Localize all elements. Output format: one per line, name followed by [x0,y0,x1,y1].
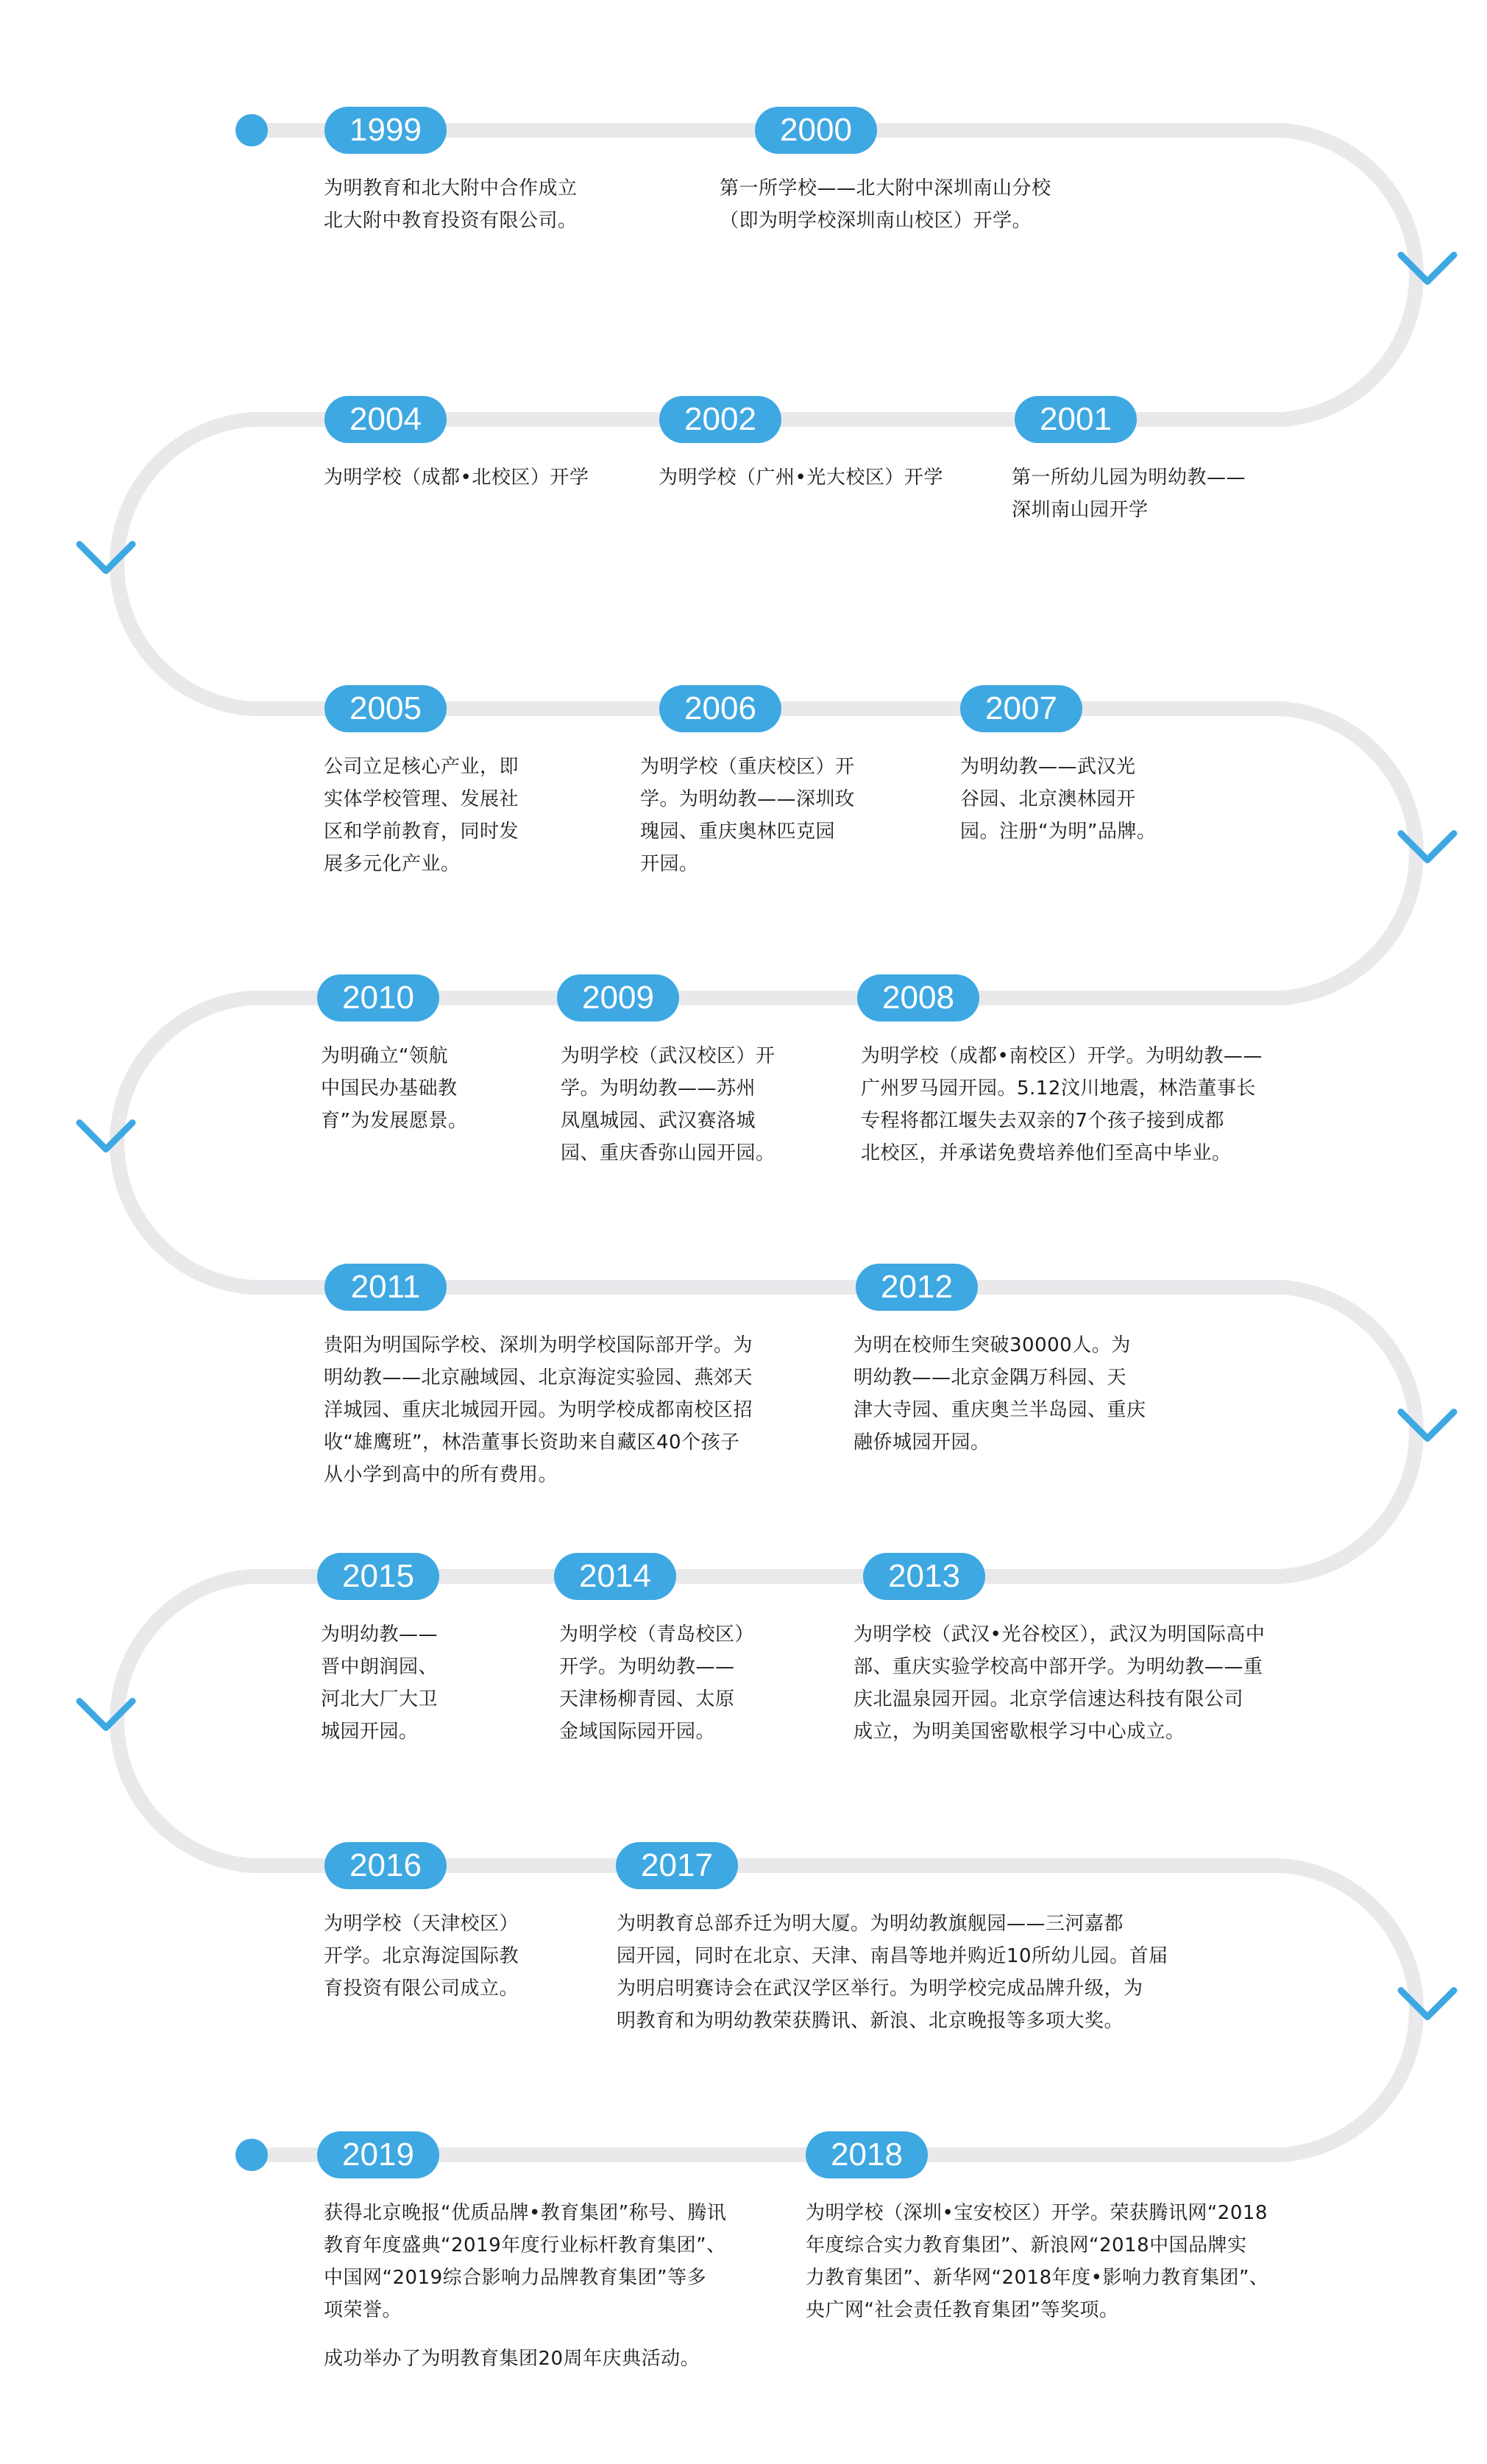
year-badge-2008: 2008 [857,974,979,1022]
milestone-description-2017 [617,1908,1168,2037]
milestone-text: 为明幼教—— 晋中朗润园、 河北大厂大卫 城园开园。 [321,1624,439,1743]
timeline-end-dot-icon [235,2139,268,2171]
milestone-text: 为明学校（成都•北校区）开学 [324,467,589,489]
milestone-description-2016 [324,1908,519,2005]
milestone-text: 为明学校（广州•光大校区）开学 [659,467,943,489]
milestone-description-2018 [806,2197,1268,2326]
year-badge-2014: 2014 [554,1553,676,1600]
year-badge-2001: 2001 [1015,396,1137,443]
milestone-description-2001 [1012,461,1246,526]
milestone-text: 为明教育总部乔迁为明大厦。为明幼教旗舰园——三河嘉都 园开园，同时在北京、天津、南昌等地并购近10所幼儿园。首届 为明启明赛诗会在武汉学区举行。为明学校完成品牌升级，为 明教育和为明幼教荣获腾讯、新浪、北京晚报等多项大奖。 [617,1913,1168,2032]
year-badge-2009: 2009 [557,974,679,1022]
year-badge-2015: 2015 [317,1553,439,1600]
milestone-description-2009 [561,1040,776,1169]
milestone-text: 获得北京晚报“优质品牌•教育集团”称号、腾讯 教育年度盛典“2019年度行业标杆教育集团”、 中国网“2019综合影响力品牌教育集团”等多 项荣誉。 [324,2202,727,2321]
year-badge-2012: 2012 [856,1264,978,1311]
milestone-description-2007 [960,751,1156,848]
year-badge-2017: 2017 [616,1842,738,1889]
year-badge-2010: 2010 [317,974,439,1022]
milestone-text: 为明幼教——武汉光 谷园、北京澳林园开 园。注册“为明”品牌。 [960,756,1157,843]
year-badge-2016: 2016 [324,1842,447,1889]
milestone-text: 为明学校（青岛校区） 开学。为明幼教—— 天津杨柳青园、太原 金域国际园开园。 [559,1624,755,1743]
milestone-description-2008 [861,1040,1263,1169]
milestone-text: 为明学校（深圳•宝安校区）开学。荣获腾讯网“2018 年度综合实力教育集团”、新浪网“2018中国品牌实 力教育集团”、新华网“2018年度•影响力教育集团”、 央广网“社会责任教育集团”等奖项。 [806,2202,1269,2321]
milestone-description-2019 [324,2197,726,2375]
milestone-text: 为明教育和北大附中合作成立 北大附中教育投资有限公司。 [324,177,578,232]
milestone-description-2005 [324,751,519,880]
year-badge-2011: 2011 [324,1264,447,1311]
milestone-description-2015 [321,1618,438,1748]
milestone-description-2002 [659,461,943,494]
year-badge-2013: 2013 [863,1553,985,1600]
milestone-description-1999 [324,172,578,237]
year-badge-2007: 2007 [960,685,1082,732]
milestone-description-2012 [853,1329,1146,1459]
year-badge-1999: 1999 [324,107,447,154]
milestone-description-2014 [559,1618,754,1748]
milestone-text: 为明学校（成都•南校区）开学。为明幼教—— 广州罗马园开园。5.12汶川地震，林浩董事长 专程将都江堰失去双亲的7个孩子接到成都 北校区，并承诺免费培养他们至高中毕业。 [861,1045,1263,1164]
year-badge-2018: 2018 [806,2131,928,2178]
milestone-text: 为明学校（天津校区） 开学。北京海淀国际教 育投资有限公司成立。 [324,1913,519,2000]
year-badge-2006: 2006 [659,685,781,732]
year-badge-2004: 2004 [324,396,447,443]
milestone-text: 贵阳为明国际学校、深圳为明学校国际部开学。为 明幼教——北京融域园、北京海淀实验园、燕郊天 洋城园、重庆北城园开园。为明学校成都南校区招 收“雄鹰班”，林浩董事长资助来自藏区40个孩子 从小学到高中的所有费用。 [324,1334,753,1486]
year-badge-2005: 2005 [324,685,447,732]
milestone-text: 第一所幼儿园为明幼教—— 深圳南山园开学 [1012,467,1246,521]
milestone-description-2006 [640,751,855,880]
year-badge-2019: 2019 [317,2131,439,2178]
milestone-description-2011 [324,1329,753,1491]
milestone-description-2004 [324,461,589,494]
milestone-text: 为明学校（重庆校区）开 学。为明幼教——深圳玫 瑰园、重庆奥林匹克园 开园。 [640,756,855,875]
milestone-text: 公司立足核心产业，即 实体学校管理、发展社 区和学前教育，同时发 展多元化产业。 [324,756,519,875]
milestone-description-2010 [321,1040,467,1137]
year-badge-2000: 2000 [755,107,877,154]
milestone-text: 成功举办了为明教育集团20周年庆典活动。 [324,2348,700,2370]
milestone-text: 为明学校（武汉校区）开 学。为明幼教——苏州 凤凰城园、武汉赛洛城 园、重庆香弥山园开园。 [561,1045,776,1164]
milestone-text: 为明确立“领航 中国民办基础教 育”为发展愿景。 [321,1045,468,1132]
milestone-text: 为明在校师生突破30000人。为 明幼教——北京金隅万科园、天 津大寺园、重庆奥兰半岛园、重庆 融侨城园开园。 [853,1334,1146,1454]
milestone-description-2013 [853,1618,1265,1748]
milestone-text: 第一所学校——北大附中深圳南山分校 （即为明学校深圳南山校区）开学。 [720,177,1051,232]
milestone-description-2000 [720,172,1051,237]
milestone-text: 为明学校（武汉•光谷校区），武汉为明国际高中 部、重庆实验学校高中部开学。为明幼教——重 庆北温泉园开园。北京学信速达科技有限公司 成立，为明美国密歇根学习中心成立。 [853,1624,1266,1743]
timeline-start-dot-icon [235,114,268,146]
year-badge-2002: 2002 [659,396,781,443]
